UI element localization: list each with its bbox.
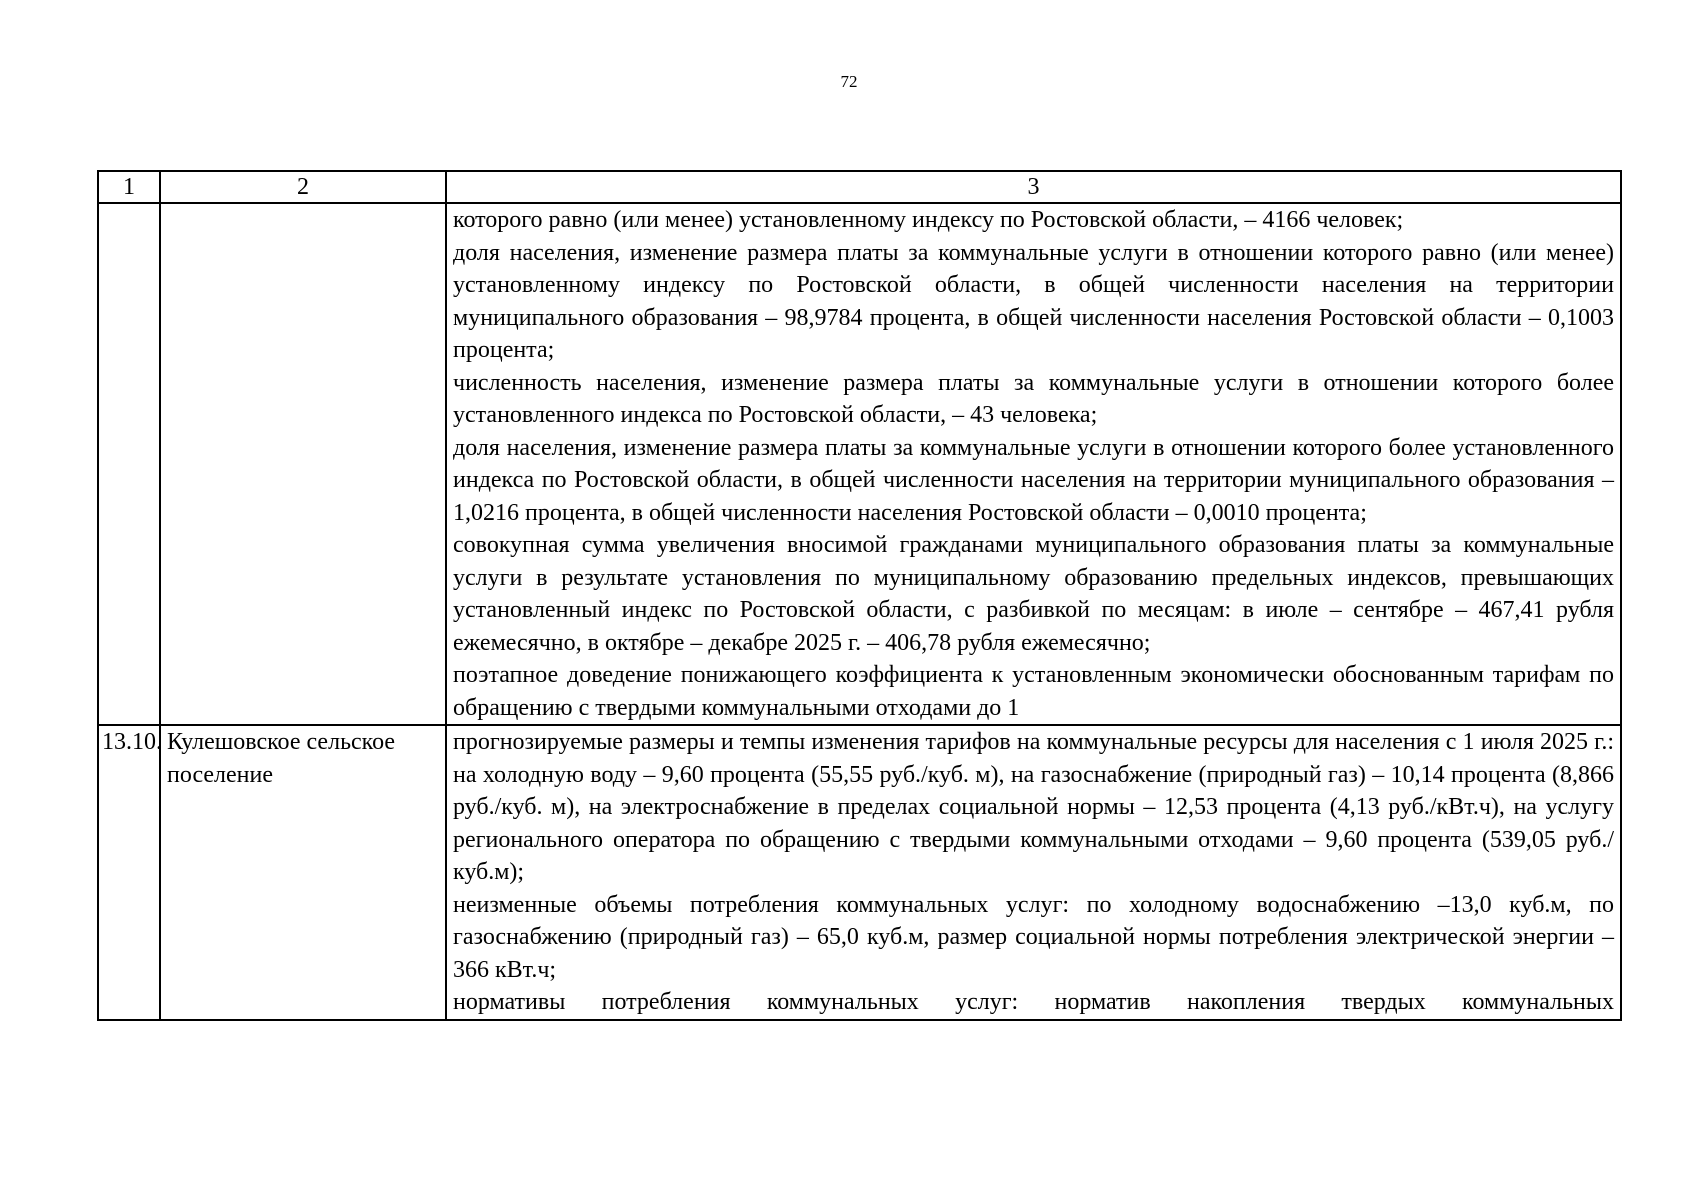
table-row — [98, 725, 1621, 1020]
data-table — [97, 170, 1622, 1021]
settlement-name: Кулешовское сельское поселение — [160, 725, 446, 1020]
header-cell-2: 2 — [160, 171, 446, 203]
paragraph: совокупная сумма увеличения вносимой гражданами муниципального образования платы за коммунальные услуги в результате установления по муниципальному образованию предельных индексов, превышающих установленный индекс по Ростовской области, с разбивкой по месяцам: в июле – сентябре – 467,41 рубля ежемесячно, в октябре – декабре 2025 г. – 406,78 рубля ежемесячно; — [453, 532, 1614, 656]
header-cell-1: 1 — [98, 171, 160, 203]
paragraph: поэтапное доведение понижающего коэффициента к установленным экономически обоснованным тарифам по обращению с твердыми коммунальными отходами до 1 — [453, 662, 1614, 721]
page-number: 72 — [840, 72, 858, 91]
table-header-row — [98, 171, 1621, 203]
paragraph: численность населения, изменение размера платы за коммунальные услуги в отношении которого более установленного индекса по Ростовской области, – 43 человека; — [453, 369, 1614, 428]
paragraph: доля населения, изменение размера платы за коммунальные услуги в отношении которого равно (или менее) установленному индексу по Ростовской области, в общей численности населения на территории муниципального образования – 98,9784 процента, в общей численности населения Ростовской области – 0,1003 процента; — [453, 239, 1614, 363]
paragraph: которого равно (или менее) установленному индексу по Ростовской области, – 4166 человек; — [453, 207, 1404, 233]
settlement-name — [160, 203, 446, 725]
description-cell — [446, 203, 1621, 725]
header-cell-3: 3 — [446, 171, 1621, 203]
paragraph: нормативы потребления коммунальных услуг: норматив накопления твердых коммунальных — [453, 989, 1614, 1015]
description-cell — [446, 725, 1621, 1020]
table-row — [98, 203, 1621, 725]
paragraph: прогнозируемые размеры и темпы изменения тарифов на коммунальные ресурсы для населения с 1 июля 2025 г.: на холодную воду – 9,60 процента (55,55 руб./куб. м), на газоснабжение (природный газ) – 10,14 процента (8,866 руб./куб. м), на электроснабжение в пределах социальной нормы – 12,53 процента (4,13 руб./кВт.ч), на услугу регионального оператора по обращению с твердыми коммунальными отходами – 9,60 процента (539,05 руб./куб.м); — [453, 729, 1614, 885]
paragraph: доля населения, изменение размера платы за коммунальные услуги в отношении которого более установленного индекса по Ростовской области, в общей численности населения на территории муниципального образования – 1,0216 процента, в общей численности населения Ростовской области – 0,0010 процента; — [453, 434, 1614, 526]
paragraph: неизменные объемы потребления коммунальных услуг: по холодному водоснабжению –13,0 куб.м, по газоснабжению (природный газ) – 65,0 куб.м, размер социальной нормы потребления электрической энергии – 366 кВт.ч; — [453, 891, 1614, 983]
row-number — [98, 203, 160, 725]
row-number: 13.10. — [98, 725, 160, 1020]
